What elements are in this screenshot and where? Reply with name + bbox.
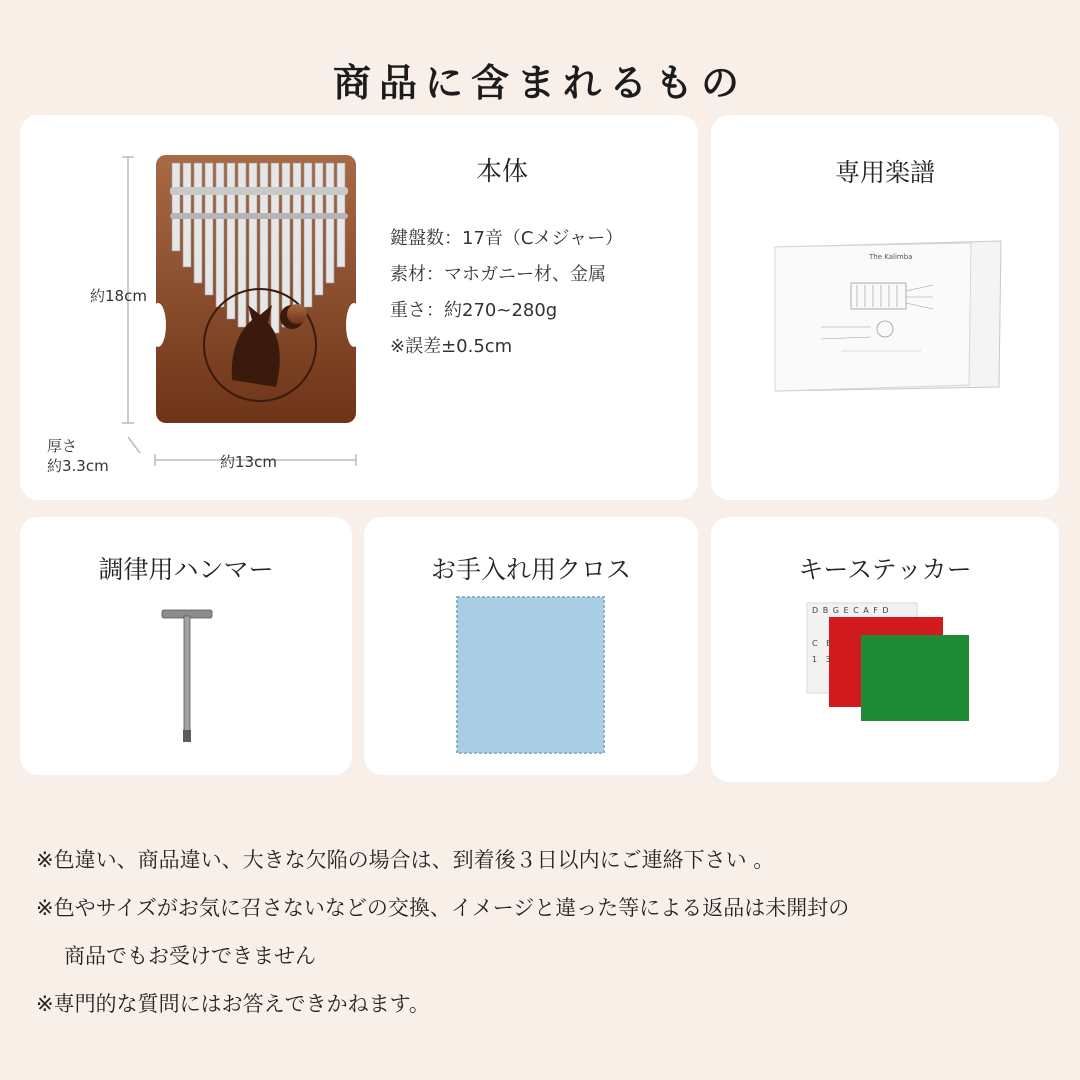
cloth-title: お手入れ用クロス bbox=[430, 555, 631, 584]
spec-weight: 重さ：約270~280g bbox=[390, 300, 558, 321]
main-item-card bbox=[20, 115, 698, 500]
page-title: 商品に含まれるもの bbox=[332, 60, 747, 105]
tuning-hammer-image bbox=[20, 517, 352, 775]
booklet-title: The Kalimba bbox=[869, 253, 913, 261]
sheet-music-card bbox=[711, 115, 1059, 500]
note-line-1: ※色違い、商品違い、大きな欠陥の場合は、到着後３日以内にご連絡下さい 。 bbox=[36, 848, 775, 872]
sticker-row-2: C E bbox=[812, 639, 835, 648]
width-dimension: 約13cm bbox=[220, 453, 277, 471]
note-line-2: ※色やサイズがお気に召さないなどの交換、イメージと違った等による返品は未開封の bbox=[36, 896, 850, 920]
booklet-image bbox=[711, 115, 1059, 500]
thickness-dimension: 約3.3cm bbox=[47, 457, 109, 475]
spec-tolerance: ※誤差±0.5cm bbox=[390, 336, 513, 357]
note-line-4: ※専門的な質問にはお答えできかねます。 bbox=[36, 992, 430, 1016]
key-sticker-image bbox=[711, 517, 1059, 782]
sticker-row-3: 1 3 bbox=[812, 655, 834, 664]
sticker-card bbox=[711, 517, 1059, 782]
main-item-title: 本体 bbox=[476, 157, 529, 187]
cloth-card bbox=[364, 517, 698, 775]
hammer-card bbox=[20, 517, 352, 775]
spec-keys: 鍵盤数：17音（Cメジャー） bbox=[390, 228, 624, 249]
spec-list bbox=[390, 221, 623, 365]
height-dimension: 約18cm bbox=[90, 287, 147, 305]
thickness-label: 厚さ bbox=[47, 437, 78, 455]
notes-section bbox=[36, 836, 849, 1028]
note-line-3: 商品でもお受けできません bbox=[64, 944, 316, 968]
sticker-letters: D B G E C A F D bbox=[812, 606, 890, 615]
sheet-music-title: 専用楽譜 bbox=[834, 158, 935, 187]
sticker-title: キーステッカー bbox=[798, 555, 972, 584]
cleaning-cloth-image bbox=[364, 517, 698, 775]
hammer-title: 調律用ハンマー bbox=[98, 555, 274, 584]
spec-material: 素材：マホガニー材、金属 bbox=[390, 264, 606, 285]
